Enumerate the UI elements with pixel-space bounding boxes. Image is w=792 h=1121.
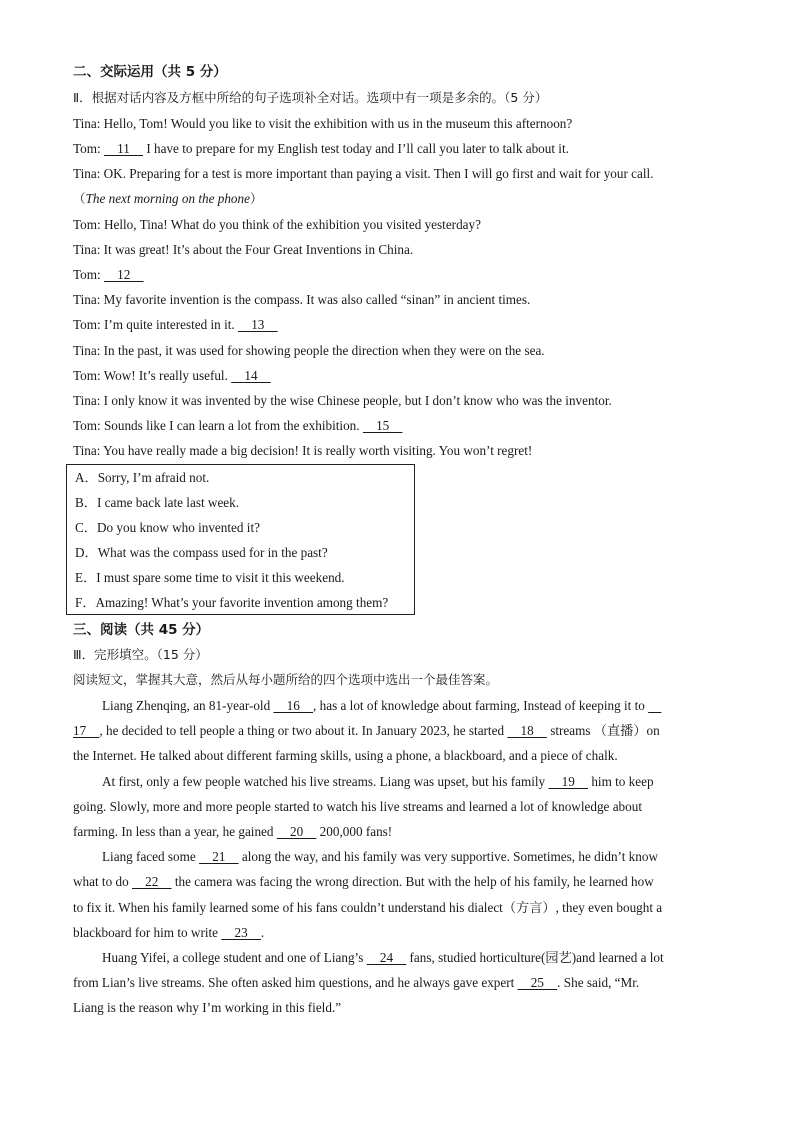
answer-blank[interactable]: 12 (103, 267, 144, 282)
passage-line: going. Slowly, more and more people started to watch his live streams and learned a lot of knowledge about (73, 799, 642, 814)
passage-line: blackboard for him to write 23 . (73, 925, 265, 940)
dialogue-line: Tom: 12 (73, 267, 144, 282)
dialogue-line: Tom: Hello, Tina! What do you think of the exhibition you visited yesterday? (73, 217, 481, 232)
answer-blank[interactable]: 19 (548, 774, 589, 789)
option-b[interactable]: B．I came back late last week. (75, 495, 240, 510)
answer-blank[interactable]: 21 (199, 849, 239, 864)
section-instruction: 阅读短文，掌握其大意，然后从每小题所给的四个选项中选出一个最佳答案。 (73, 672, 499, 687)
option-e[interactable]: E．I must spare some time to visit it this weekend. (75, 570, 345, 585)
passage-line: the Internet. He talked about different farming skills, using a phone, a blackboard, and a piece of chalk. (73, 748, 618, 763)
section-title: 三、阅读（共 45 分） (73, 622, 210, 638)
dialogue-line: Tom: Sounds like I can learn a lot from the exhibition. 15 (73, 418, 403, 433)
passage-line: Liang Zhenqing, an 81-year-old 16 , has a lot of knowledge about farming, Instead of keeping it to (73, 698, 762, 714)
answer-blank[interactable]: 14 (231, 368, 271, 383)
options-box (66, 464, 415, 615)
passage-line: farming. In less than a year, he gained 20 200,000 fans! (73, 824, 393, 839)
answer-blank[interactable] (648, 698, 661, 714)
passage-line: to fix it. When his family learned some of his fans couldn’t understand his dialect（方言）, they even bought a (73, 900, 663, 915)
passage-line: from Lian’s live streams. She often asked him questions, and he always gave expert 25 . She said, “Mr. (73, 975, 640, 990)
answer-blank[interactable]: 22 (131, 874, 172, 889)
dialogue-line: Tom: I’m quite interested in it. 13 (73, 317, 278, 332)
section-instruction: Ⅱ．根据对话内容及方框中所给的句子选项补全对话。选项中有一项是多余的。（5 分） (73, 90, 548, 105)
option-c[interactable]: C．Do you know who invented it? (75, 520, 260, 535)
section-subtitle: Ⅲ．完形填空。（15 分） (73, 647, 208, 662)
dialogue-line: Tina: OK. Preparing for a test is more important than paying a visit. Then I will go first and wait for your call. (73, 166, 654, 181)
dialogue-line: Tina: My favorite invention is the compass. It was also called “sinan” in ancient times. (73, 292, 531, 307)
answer-blank[interactable]: 17 (73, 723, 100, 738)
passage-line: what to do 22 the camera was facing the wrong direction. But with the help of his family, he learned how (73, 874, 654, 889)
answer-blank[interactable]: 13 (238, 317, 278, 332)
passage-line: Huang Yifei, a college student and one of Liang’s 24 fans, studied horticulture(园艺)and learned a lot (102, 950, 664, 965)
dialogue-line: Tina: It was great! It’s about the Four Great Inventions in China. (73, 242, 414, 257)
answer-blank[interactable]: 24 (366, 950, 407, 965)
answer-blank[interactable]: 11 (103, 141, 144, 156)
answer-blank[interactable]: 18 (507, 723, 547, 738)
answer-blank[interactable]: 25 (517, 975, 558, 990)
scene-note: （The next morning on the phone） (73, 191, 263, 206)
option-a[interactable]: A．Sorry, I’m afraid not. (75, 470, 210, 485)
passage-line: Liang is the reason why I’m working in this field.” (73, 1000, 342, 1015)
section-title: 二、交际运用（共 5 分） (73, 64, 227, 80)
passage-line: Liang faced some 21 along the way, and his family was very supportive. Sometimes, he didn’t know (102, 849, 658, 864)
dialogue-line: Tom: 11 I have to prepare for my English test today and I’ll call you later to talk about it. (73, 141, 569, 156)
answer-blank[interactable]: 20 (276, 824, 317, 839)
passage-line: 17 , he decided to tell people a thing or two about it. In January 2023, he started 18 streams （直播）on (73, 723, 660, 738)
dialogue-line: Tina: Hello, Tom! Would you like to visit the exhibition with us in the museum this afternoon? (73, 116, 573, 131)
dialogue-line: Tom: Wow! It’s really useful. 14 (73, 368, 271, 383)
answer-blank[interactable]: 15 (362, 418, 403, 433)
option-d[interactable]: D．What was the compass used for in the past? (75, 545, 328, 560)
answer-blank[interactable]: 16 (273, 698, 314, 713)
passage-line: At first, only a few people watched his live streams. Liang was upset, but his family 19 him to keep (102, 774, 654, 789)
answer-blank[interactable]: 23 (221, 925, 261, 940)
dialogue-line: Tina: In the past, it was used for showing people the direction when they were on the sea. (73, 343, 545, 358)
dialogue-line: Tina: I only know it was invented by the wise Chinese people, but I don’t know who was the inventor. (73, 393, 612, 408)
dialogue-line: Tina: You have really made a big decision! It is really worth visiting. You won’t regret! (73, 443, 533, 458)
option-f[interactable]: F．Amazing! What’s your favorite invention among them? (75, 595, 389, 610)
